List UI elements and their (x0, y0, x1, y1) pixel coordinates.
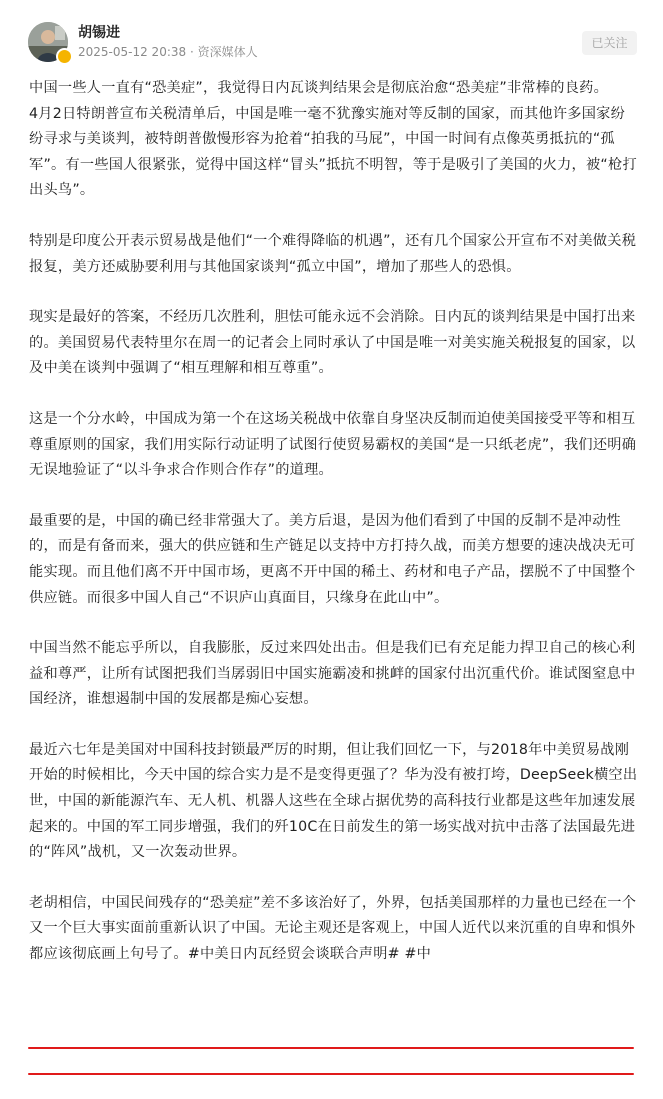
paragraph-2: 4月2日特朗普宣布关税清单后，中国是唯一毫不犹豫实施对等反制的国家，而其他许多国家纷纷寻求与美谈判，被特朗普傲慢形容为抢着“拍我的马屁”，中国一时间有点像英勇抵抗的“孤军”。有一些国人很紧张，觉得中国这样“冒头”抵抗不明智，等于是吸引了美国的火力，被“枪打出头鸟”。 (29, 105, 637, 199)
paragraph-9: 老胡相信，中国民间残存的“恐美症”差不多该治好了，外界，包括美国那样的力量也已经在一个又一个巨大事实面前重新认识了中国。无论主观还是客观上，中国人近代以来沉重的自卑和惧外都应该彻底画上句号了。#中美日内瓦经贸会谈联合声明# #中 (29, 894, 637, 963)
highlight-underline-1 (28, 1047, 634, 1049)
paragraph-7: 中国当然不能忘乎所以，自我膨胀，反过来四处出击。但是我们已有充足能力捍卫自己的核心利益和尊严，让所有试图把我们当孱弱旧中国实施霸凌和挑衅的国家付出沉重代价。谁试图窒息中国经济，谁想遏制中国的发展都是痴心妄想。 (29, 640, 636, 708)
paragraph-6: 最重要的是，中国的确已经非常强大了。美方后退，是因为他们看到了中国的反制不是冲动性的，而是有备而来，强大的供应链和生产链足以支持中方打持久战，而美方想要的速决战决无可能实现。而且他们离不开中国市场，更离不开中国的稀土、药材和电子产品，摆脱不了中国整个供应链。而很多中国人自己“不识庐山真面目，只缘身在此山中”。 (29, 512, 636, 606)
paragraph-3: 特别是印度公开表示贸易战是他们“一个难得降临的机遇”，还有几个国家公开宣布不对美做关税报复，美方还威胁要利用与其他国家谈判“孤立中国”，增加了那些人的恐惧。 (29, 232, 637, 275)
highlight-underline-2 (28, 1073, 634, 1075)
author-name[interactable]: 胡锡进 (78, 25, 120, 41)
paragraph-8: 最近六七年是美国对中国科技封锁最严厉的时期，但让我们回忆一下，与2018年中美贸易战刚开始的时候相比，今天中国的综合实力是不是变得更强了？华为没有被打垮，DeepSeek横空出世，中国的新能源汽车、无人机、机器人这些在全球占据优势的高科技行业都是这些年加速发展起来的。中国的军工同步增强，我们的歼10C在日前发生的第一场实战对抗中击落了法国最先进的“阵风”战机，又一次轰动世界。 (29, 741, 638, 861)
paragraph-5: 这是一个分水岭，中国成为第一个在这场关税战中依靠自身坚决反制而迫使美国接受平等和相互尊重原则的国家，我们用实际行动证明了试图行使贸易霸权的美国“是一只纸老虎”，我们还明确无误地验证了“以斗争求合作则合作存”的道理。 (29, 410, 637, 479)
post-header (0, 0, 663, 70)
post-body (29, 76, 639, 1099)
paragraph-4: 现实是最好的答案，不经历几次胜利，胆怯可能永远不会消除。日内瓦的谈判结果是中国打出来的。美国贸易代表特里尔在周一的记者会上同时承认了中国是唯一对美实施关税报复的国家，以及中美在谈判中强调了“相互理解和相互尊重”。 (29, 309, 636, 377)
verified-badge-icon (56, 48, 73, 65)
paragraph-1: 中国一些人一直有“恐美症”，我觉得日内瓦谈判结果会是彻底治愈“恐美症”非常棒的良药。 (29, 80, 609, 96)
follow-button[interactable]: 已关注 (582, 31, 637, 55)
post-meta: 2025-05-12 20:38 · 资深媒体人 (78, 45, 258, 59)
